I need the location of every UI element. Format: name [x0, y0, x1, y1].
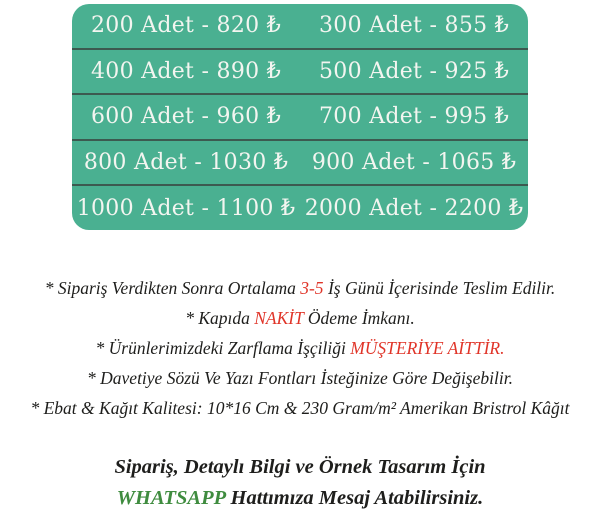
price-table	[72, 4, 528, 230]
note-accent: NAKİT	[254, 308, 304, 328]
price-cell-right: 2000 Adet - 2200 ₺	[304, 195, 524, 221]
table-row	[72, 184, 528, 230]
note-accent: 3-5	[300, 278, 324, 298]
note-line	[0, 393, 600, 423]
price-cell-right: 900 Adet - 1065 ₺	[311, 150, 517, 176]
price-cell-left: 400 Adet - 890 ₺	[90, 58, 282, 84]
note-text: * Ebat & Kağıt Kalitesi: 10*16 Cm & 230 Gram/m² Amerikan Bristrol Kâğıt	[30, 398, 570, 418]
note-text: İş Günü İçerisinde Teslim Edilir.	[323, 278, 556, 298]
price-cell-right: 700 Adet - 995 ₺	[318, 104, 510, 130]
note-text: Hattımıza Mesaj Atabilirsiniz.	[225, 487, 484, 509]
price-cell-right: 500 Adet - 925 ₺	[318, 58, 510, 84]
footer-line2	[0, 483, 600, 514]
note-text: * Davetiye Sözü Ve Yazı Fontları İsteğinize Göre Değişebilir.	[87, 368, 513, 388]
note-text: * Ürünlerimizdeki Zarflama İşçiliği	[95, 338, 351, 358]
footer	[0, 452, 600, 514]
footer-line1: Sipariş, Detaylı Bilgi ve Örnek Tasarım İçin	[114, 456, 486, 478]
table-row	[72, 139, 528, 185]
table-row	[72, 48, 528, 94]
note-accent: MÜŞTERİYE AİTTİR.	[350, 338, 505, 358]
price-cell-left: 800 Adet - 1030 ₺	[83, 150, 289, 176]
table-row	[72, 93, 528, 139]
note-line	[0, 273, 600, 303]
note-text: * Kapıda	[185, 308, 255, 328]
note-line	[0, 363, 600, 393]
note-text: Ödeme İmkanı.	[303, 308, 415, 328]
note-line	[0, 333, 600, 363]
note-text: * Sipariş Verdikten Sonra Ortalama	[44, 278, 301, 298]
price-cell-left: 600 Adet - 960 ₺	[90, 104, 282, 130]
note-accent: WHATSAPP	[116, 487, 226, 509]
note-line	[0, 303, 600, 333]
price-cell-left: 200 Adet - 820 ₺	[90, 13, 282, 39]
price-cell-left: 1000 Adet - 1100 ₺	[76, 195, 296, 221]
notes	[0, 273, 600, 423]
price-cell-right: 300 Adet - 855 ₺	[318, 13, 510, 39]
table-row	[72, 4, 528, 48]
